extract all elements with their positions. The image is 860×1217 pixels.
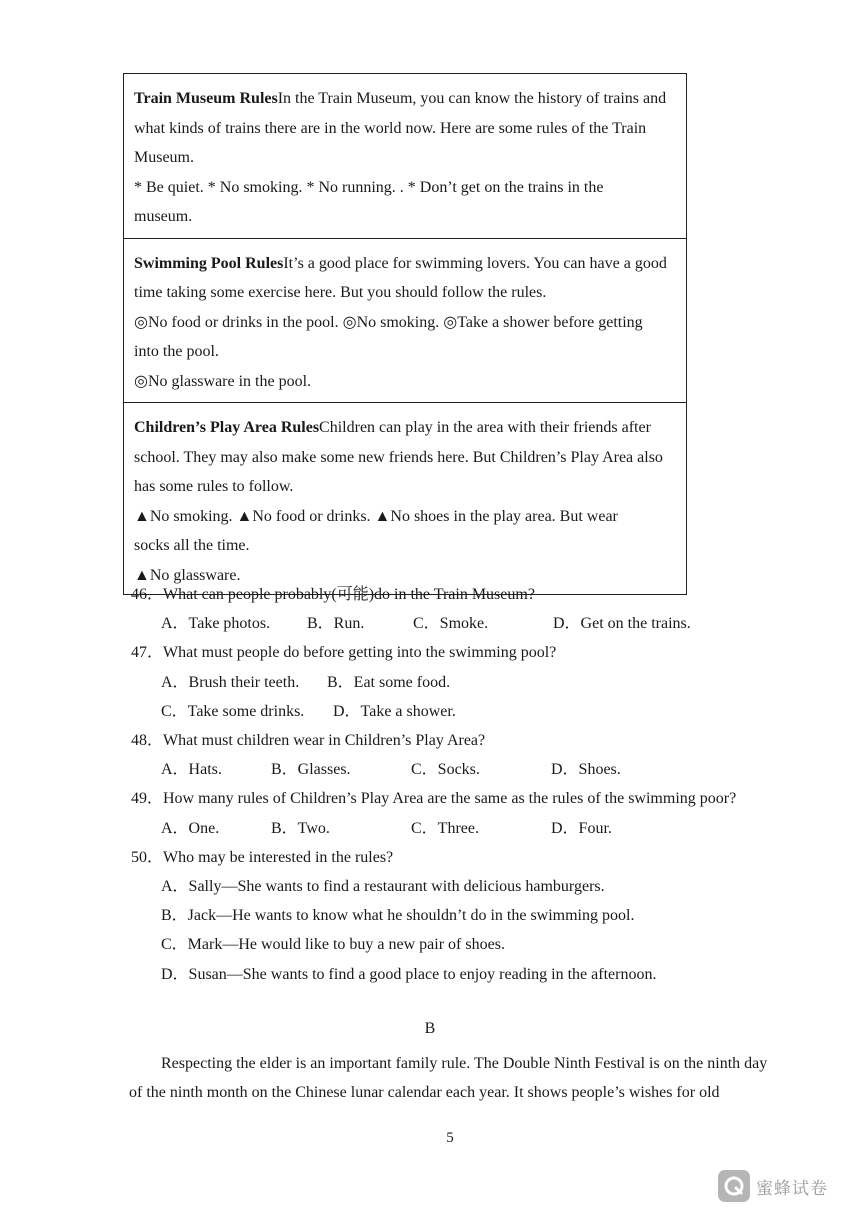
option-d: D．Shoes. [551,761,621,779]
option-a: A．Sally—She wants to find a restaurant with delicious hamburgers. [161,878,605,896]
rules-box [123,73,687,595]
section-heading: B [424,1020,436,1037]
option-row [131,668,771,697]
question-list [131,580,771,989]
rule-text: has some rules to follow. [134,478,294,495]
page-number: 5 [446,1130,454,1146]
option-c: C．Socks. [411,761,480,779]
question-stem: 49．How many rules of Children’s Play Area are the same as the rules of the swimming poor? [131,790,737,808]
rule-text: socks all the time. [134,537,250,554]
rule-title: Swimming Pool Rules [134,254,284,272]
option-b: B．Two. [271,819,330,837]
option-c: C．Three. [411,819,479,837]
option-row [131,755,771,784]
passage-line: of the ninth month on the Chinese lunar calendar each year. It shows people’s wishes for old [129,1083,720,1101]
rule-text: school. They may also make some new friends here. But Children’s Play Area also [134,448,663,466]
option-b: B．Glasses. [271,761,351,779]
rule-text: Children can play in the area with their friends after [319,419,651,436]
question-stem: 47．What must people do before getting into the swimming pool? [131,644,557,662]
watermark-text: 蜜蜂试卷 [756,1178,828,1199]
rule-text: into the pool. [134,343,219,360]
option-d: D．Take a shower. [333,702,456,720]
rule-text: In the Train Museum, you can know the history of trains and [277,90,667,107]
question-stem: 50．Who may be interested in the rules? [131,848,394,866]
option-d: D．Four. [551,819,612,837]
option-d: D．Get on the trains. [553,615,691,633]
rule-text: It’s a good place for swimming lovers. You can have a good [283,254,667,272]
bee-logo-icon [718,1170,750,1202]
rule-text: what kinds of trains there are in the world now. Here are some rules of the Train [134,119,647,137]
rule-section-train-museum [124,74,686,239]
rule-title: Children’s Play Area Rules [134,419,320,436]
option-a: A．Brush their teeth. [161,673,300,691]
question-stem: 48．What must children wear in Children’s Play Area? [131,732,486,750]
rule-section-play-area [124,403,686,594]
rule-text: museum. [134,208,193,225]
rule-text: time taking some exercise here. But you should follow the rules. [134,284,547,301]
option-c: C．Take some drinks. [161,702,305,720]
watermark [718,1169,828,1203]
rule-text: ▲No glassware. [134,566,241,584]
option-c: C．Smoke. [413,615,489,633]
rule-text: ◎No glassware in the pool. [134,372,312,390]
option-c: C．Mark—He would like to buy a new pair of shoes. [161,936,505,954]
option-a: A．One. [161,819,220,837]
question-stem: 46．What can people probably(可能)do in the Train Museum? [131,586,535,603]
option-row [131,814,771,843]
option-a: A．Take photos. [161,615,271,633]
option-b: B．Run. [307,615,365,633]
option-d: D．Susan—She wants to find a good place to enjoy reading in the afternoon. [161,965,657,983]
option-b: B．Jack—He wants to know what he shouldn’t do in the swimming pool. [161,907,635,925]
passage-line: Respecting the elder is an important family rule. The Double Ninth Festival is on the ninth day [161,1055,768,1072]
rule-text: * Be quiet. * No smoking. * No running. . * Don’t get on the trains in the [134,178,604,196]
rule-text: ◎No food or drinks in the pool. ◎No smoking. ◎Take a shower before getting [134,313,643,331]
rule-text: ▲No smoking. ▲No food or drinks. ▲No shoes in the play area. But wear [134,507,618,525]
rule-title: Train Museum Rules [134,90,278,107]
reading-passage [129,1050,789,1107]
rule-text: Museum. [134,149,194,166]
rule-section-swimming-pool [124,239,686,404]
option-row [131,609,771,638]
option-row [131,697,771,726]
option-a: A．Hats. [161,761,222,779]
option-b: B．Eat some food. [327,673,451,691]
